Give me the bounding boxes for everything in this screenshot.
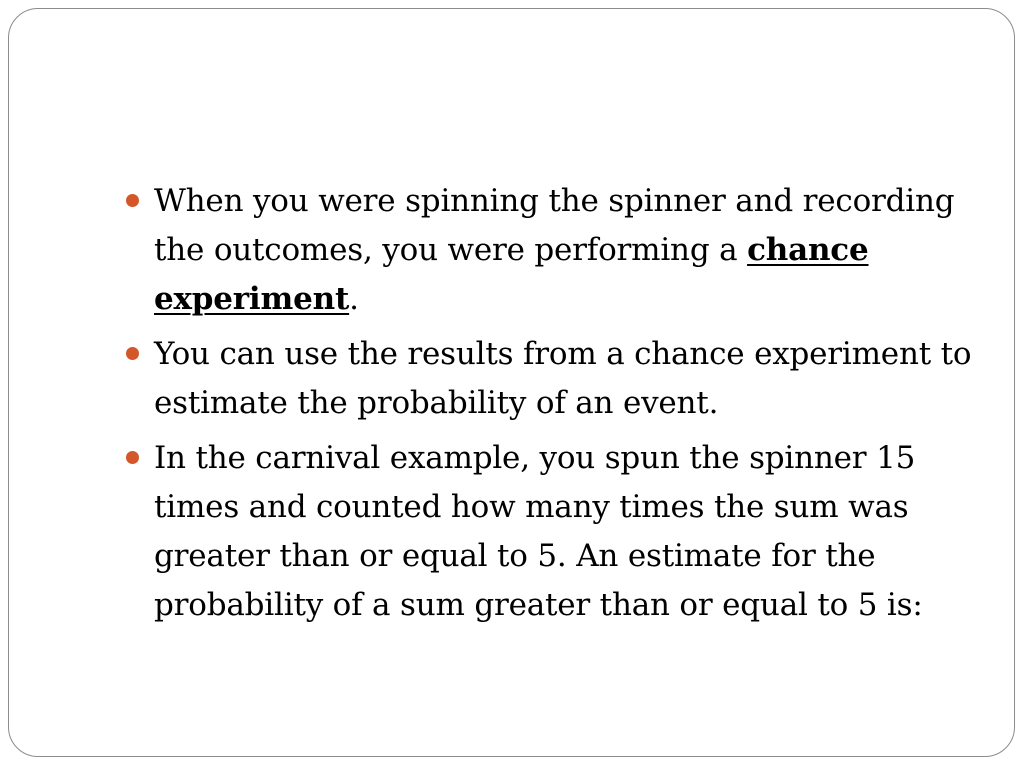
bullet-item-carnival-example (125, 434, 985, 630)
bullet-item-chance-experiment (125, 177, 985, 324)
bullet-text: In the carnival example, you spun the spinner 15 times and counted how many times the sum was greater than or equal to 5. An estimate for the probability of a sum greater than or equal to 5 is: (154, 440, 923, 623)
key-term-chance-experiment: chance experiment (154, 232, 869, 317)
bullet-text-after: . (349, 281, 359, 317)
bullet-dot-icon (126, 194, 139, 207)
slide-frame (8, 8, 1015, 757)
bullet-dot-icon (126, 451, 139, 464)
bullet-dot-icon (126, 347, 139, 360)
bullet-text-before: When you were spinning the spinner and recording the outcomes, you were performing a (154, 183, 955, 268)
bullet-list (125, 177, 985, 630)
bullet-item-estimate-probability (125, 330, 985, 428)
bullet-text: You can use the results from a chance experiment to estimate the probability of an event. (154, 336, 972, 421)
slide-content (125, 177, 985, 636)
